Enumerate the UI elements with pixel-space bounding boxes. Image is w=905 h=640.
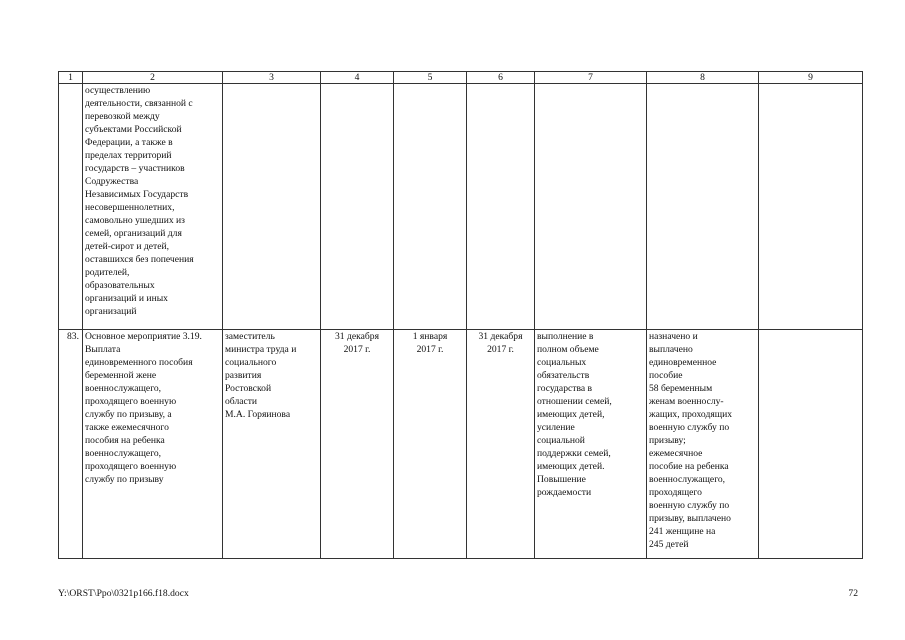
column-number: 9 (759, 72, 863, 84)
notes-cell (759, 84, 863, 330)
page-number: 72 (848, 588, 858, 599)
activity-text: Основное мероприятие 3.19. Выплата единовременного пособия беременной жене военнослужащего, проходящего военную службу по призыву, а также ежемесячного пособия на ребенка военнослужащего, проходящего военную службу по призыву (85, 331, 202, 485)
actual-start-cell (394, 84, 467, 330)
column-number: 4 (321, 72, 394, 84)
activity-cell (83, 330, 223, 559)
notes-cell (759, 330, 863, 559)
file-path: Y:\ORST\Ppo\0321p166.f18.docx (58, 588, 189, 599)
column-number: 2 (83, 72, 223, 84)
column-number: 7 (535, 72, 647, 84)
expected-result-cell (535, 84, 647, 330)
plan-start-date: 31 декабря 2017 г. (335, 331, 379, 355)
actual-result-cell (647, 330, 759, 559)
column-number: 5 (394, 72, 467, 84)
end-date: 31 декабря 2017 г. (478, 331, 523, 355)
responsible-cell (223, 330, 321, 559)
actual-start-date: 1 января 2017 г. (412, 331, 448, 355)
expected-result-cell (535, 330, 647, 559)
row-number: 83. (67, 331, 79, 342)
row-number-cell (59, 330, 83, 559)
report-table (58, 71, 863, 559)
responsible-text: заместитель министра труда и социального развития Ростовской области М.А. Горяинова (225, 331, 297, 420)
plan-start-cell (321, 330, 394, 559)
table-row-continuation (59, 84, 863, 330)
row-number-cell (59, 84, 83, 330)
actual-result-cell (647, 84, 759, 330)
end-date-cell (467, 330, 535, 559)
expected-result-text: выполнение в полном объеме социальных обязательств государства в отношении семей, имеющих детей, усиление социальной поддержки семей, имеющих детей. Повышение рождаемости (537, 331, 612, 498)
end-date-cell (467, 84, 535, 330)
column-number: 1 (59, 72, 83, 84)
plan-start-cell (321, 84, 394, 330)
column-number: 8 (647, 72, 759, 84)
column-number: 6 (467, 72, 535, 84)
table-row-83 (59, 330, 863, 559)
activity-cell (83, 84, 223, 330)
column-number: 3 (223, 72, 321, 84)
actual-start-cell (394, 330, 467, 559)
responsible-cell (223, 84, 321, 330)
column-number-row (59, 72, 863, 84)
actual-result-text: назначено и выплачено единовременное пособие 58 беременным женам военнослу- жащих, проходящих военную службу по призыву; ежемесячное пособие на ребенка военнослужащего, проходящего военную службу по призыву, выплачено 241 женщине на 245 детей (649, 331, 733, 550)
activity-text: осуществлению деятельности, связанной с перевозкой между субъектами Российской Федерации, а также в пределах территорий государств – участников Содружества Независимых Государств несовершеннолетних, самовольно ушедших из семей, организаций для детей-сирот и детей, оставшихся без попечения родителей, образовательных организаций и иных организаций (85, 85, 194, 317)
